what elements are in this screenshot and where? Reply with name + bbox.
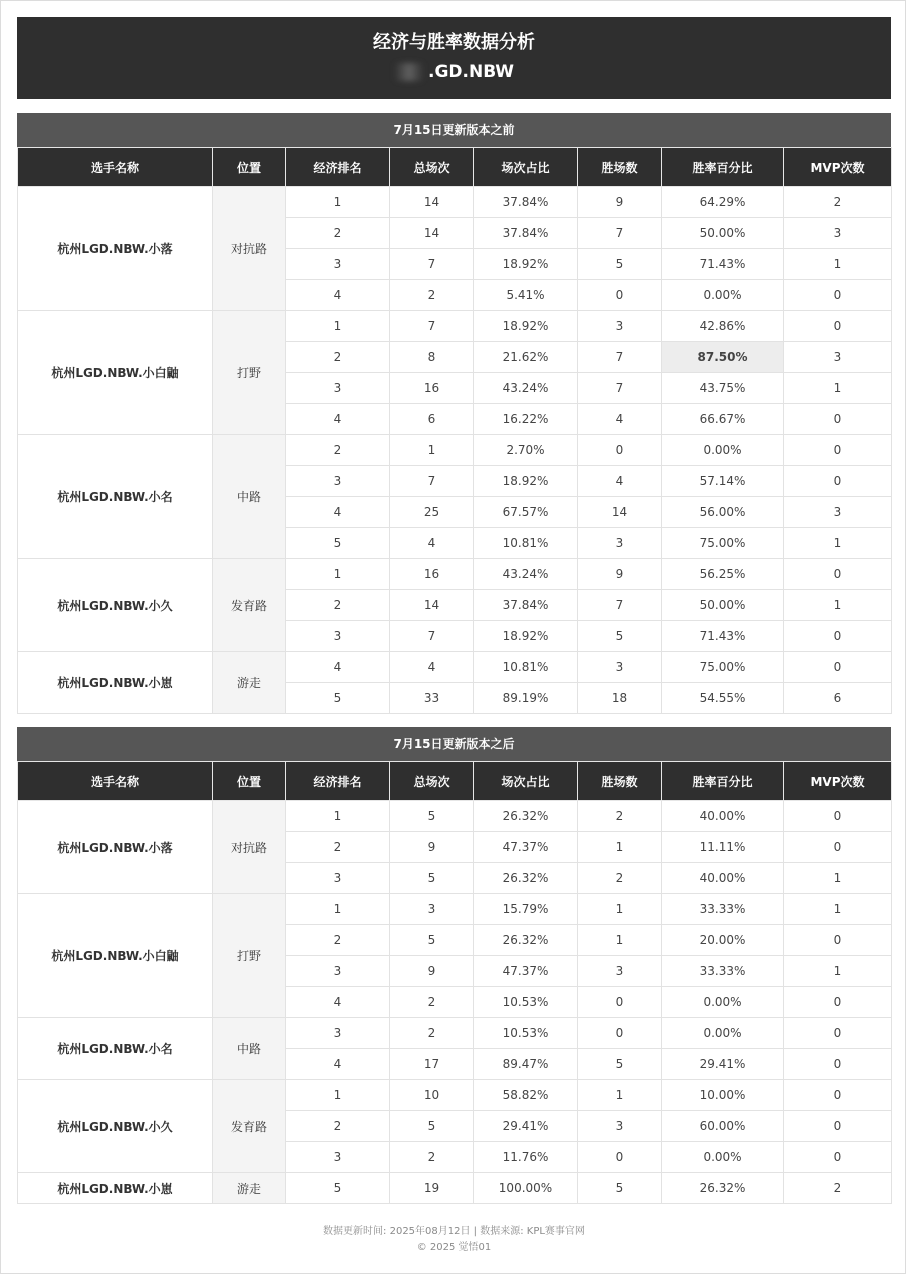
player-name-cell: 杭州LGD.NBW.小久: [18, 1080, 213, 1173]
column-header: 选手名称: [18, 762, 213, 801]
position-cell: 发育路: [213, 559, 286, 652]
mvp-cell: 0: [784, 435, 892, 466]
total-games-cell: 2: [390, 1142, 474, 1173]
winrate-cell: 40.00%: [662, 801, 784, 832]
rank-cell: 1: [286, 311, 390, 342]
share-cell: 37.84%: [474, 218, 578, 249]
footer-copyright: © 2025 觉悟01: [416, 1242, 492, 1253]
mvp-cell: 0: [784, 801, 892, 832]
position-cell: 中路: [213, 1018, 286, 1080]
winrate-cell: 56.25%: [662, 559, 784, 590]
wins-cell: 9: [578, 559, 662, 590]
player-name-cell: 杭州LGD.NBW.小落: [18, 801, 213, 894]
rank-cell: 4: [286, 1049, 390, 1080]
winrate-cell: 26.32%: [662, 1173, 784, 1204]
rank-cell: 5: [286, 528, 390, 559]
wins-cell: 0: [578, 435, 662, 466]
rank-cell: 2: [286, 218, 390, 249]
total-games-cell: 10: [390, 1080, 474, 1111]
total-games-cell: 7: [390, 621, 474, 652]
table-header-row: [18, 762, 892, 801]
mvp-cell: 0: [784, 925, 892, 956]
rank-cell: 4: [286, 404, 390, 435]
wins-cell: 1: [578, 925, 662, 956]
table-row: [18, 559, 892, 590]
column-header: 选手名称: [18, 148, 213, 187]
mvp-cell: 3: [784, 218, 892, 249]
winrate-cell: 60.00%: [662, 1111, 784, 1142]
share-cell: 2.70%: [474, 435, 578, 466]
winrate-cell: 71.43%: [662, 621, 784, 652]
mvp-cell: 2: [784, 187, 892, 218]
share-cell: 26.32%: [474, 863, 578, 894]
share-cell: 37.84%: [474, 590, 578, 621]
column-header: 胜场数: [578, 148, 662, 187]
wins-cell: 7: [578, 342, 662, 373]
share-cell: 26.32%: [474, 925, 578, 956]
wins-cell: 5: [578, 1173, 662, 1204]
share-cell: 10.81%: [474, 652, 578, 683]
player-name-cell: 杭州LGD.NBW.小崽: [18, 652, 213, 714]
share-cell: 11.76%: [474, 1142, 578, 1173]
column-header: 总场次: [390, 148, 474, 187]
winrate-cell: 50.00%: [662, 590, 784, 621]
winrate-cell: 0.00%: [662, 435, 784, 466]
winrate-cell: 10.00%: [662, 1080, 784, 1111]
table-row: [18, 1018, 892, 1049]
table-row: [18, 187, 892, 218]
column-header: 胜率百分比: [662, 148, 784, 187]
winrate-cell: 33.33%: [662, 894, 784, 925]
wins-cell: 3: [578, 1111, 662, 1142]
winrate-cell: 66.67%: [662, 404, 784, 435]
winrate-cell: 11.11%: [662, 832, 784, 863]
share-cell: 89.19%: [474, 683, 578, 714]
total-games-cell: 2: [390, 280, 474, 311]
share-cell: 58.82%: [474, 1080, 578, 1111]
winrate-cell: 71.43%: [662, 249, 784, 280]
wins-cell: 7: [578, 373, 662, 404]
rank-cell: 3: [286, 466, 390, 497]
winrate-cell: 0.00%: [662, 280, 784, 311]
winrate-cell: 29.41%: [662, 1049, 784, 1080]
mvp-cell: 0: [784, 311, 892, 342]
position-cell: 打野: [213, 894, 286, 1018]
share-cell: 18.92%: [474, 621, 578, 652]
team-name: .GD.NBW: [428, 62, 514, 82]
rank-cell: 4: [286, 987, 390, 1018]
column-header: 总场次: [390, 762, 474, 801]
total-games-cell: 2: [390, 987, 474, 1018]
mvp-cell: 0: [784, 559, 892, 590]
rank-cell: 1: [286, 559, 390, 590]
share-cell: 29.41%: [474, 1111, 578, 1142]
rank-cell: 5: [286, 683, 390, 714]
table-row: [18, 801, 892, 832]
total-games-cell: 7: [390, 249, 474, 280]
wins-cell: 0: [578, 280, 662, 311]
rank-cell: 3: [286, 863, 390, 894]
section-before-update: [17, 113, 891, 714]
share-cell: 16.22%: [474, 404, 578, 435]
wins-cell: 4: [578, 466, 662, 497]
total-games-cell: 5: [390, 925, 474, 956]
rank-cell: 2: [286, 832, 390, 863]
mvp-cell: 0: [784, 1018, 892, 1049]
wins-cell: 14: [578, 497, 662, 528]
mvp-cell: 2: [784, 1173, 892, 1204]
mvp-cell: 0: [784, 832, 892, 863]
total-games-cell: 5: [390, 801, 474, 832]
share-cell: 5.41%: [474, 280, 578, 311]
total-games-cell: 16: [390, 559, 474, 590]
column-header: 经济排名: [286, 762, 390, 801]
stats-table-before: [17, 147, 892, 714]
mvp-cell: 0: [784, 621, 892, 652]
mvp-cell: 0: [784, 1142, 892, 1173]
mvp-cell: 0: [784, 1080, 892, 1111]
mvp-cell: 0: [784, 280, 892, 311]
wins-cell: 1: [578, 894, 662, 925]
page-title: 经济与胜率数据分析: [373, 32, 535, 53]
rank-cell: 2: [286, 342, 390, 373]
share-cell: 43.24%: [474, 559, 578, 590]
total-games-cell: 7: [390, 311, 474, 342]
table-row: [18, 652, 892, 683]
winrate-cell: 75.00%: [662, 652, 784, 683]
section-title: 7月15日更新版本之后: [17, 727, 891, 761]
winrate-cell: 64.29%: [662, 187, 784, 218]
table-row: [18, 1080, 892, 1111]
rank-cell: 3: [286, 1142, 390, 1173]
winrate-cell: 0.00%: [662, 1018, 784, 1049]
column-header: 位置: [213, 762, 286, 801]
table-header-row: [18, 148, 892, 187]
total-games-cell: 19: [390, 1173, 474, 1204]
wins-cell: 5: [578, 621, 662, 652]
rank-cell: 2: [286, 1111, 390, 1142]
mvp-cell: 0: [784, 1049, 892, 1080]
position-cell: 打野: [213, 311, 286, 435]
footer-update-info: 数据更新时间: 2025年08月12日 | 数据来源: KPL赛事官网: [323, 1226, 585, 1237]
winrate-cell: 42.86%: [662, 311, 784, 342]
share-cell: 18.92%: [474, 311, 578, 342]
wins-cell: 1: [578, 832, 662, 863]
wins-cell: 3: [578, 528, 662, 559]
rank-cell: 2: [286, 925, 390, 956]
mvp-cell: 1: [784, 863, 892, 894]
rank-cell: 4: [286, 652, 390, 683]
total-games-cell: 5: [390, 1111, 474, 1142]
player-name-cell: 杭州LGD.NBW.小久: [18, 559, 213, 652]
share-cell: 67.57%: [474, 497, 578, 528]
total-games-cell: 4: [390, 528, 474, 559]
rank-cell: 3: [286, 621, 390, 652]
table-row: [18, 311, 892, 342]
share-cell: 10.81%: [474, 528, 578, 559]
total-games-cell: 14: [390, 218, 474, 249]
column-header: 位置: [213, 148, 286, 187]
wins-cell: 3: [578, 956, 662, 987]
winrate-cell: 56.00%: [662, 497, 784, 528]
table-row: [18, 1173, 892, 1204]
column-header: 场次占比: [474, 762, 578, 801]
rank-cell: 1: [286, 1080, 390, 1111]
total-games-cell: 7: [390, 466, 474, 497]
column-header: MVP次数: [784, 148, 892, 187]
team-subtitle: [17, 59, 891, 85]
winrate-cell: 87.50%: [662, 342, 784, 373]
mvp-cell: 1: [784, 590, 892, 621]
column-header: 场次占比: [474, 148, 578, 187]
total-games-cell: 25: [390, 497, 474, 528]
wins-cell: 2: [578, 863, 662, 894]
total-games-cell: 9: [390, 832, 474, 863]
winrate-cell: 50.00%: [662, 218, 784, 249]
total-games-cell: 1: [390, 435, 474, 466]
total-games-cell: 9: [390, 956, 474, 987]
rank-cell: 1: [286, 894, 390, 925]
share-cell: 100.00%: [474, 1173, 578, 1204]
wins-cell: 7: [578, 218, 662, 249]
position-cell: 游走: [213, 652, 286, 714]
wins-cell: 0: [578, 987, 662, 1018]
position-cell: 发育路: [213, 1080, 286, 1173]
table-row: [18, 894, 892, 925]
total-games-cell: 2: [390, 1018, 474, 1049]
player-name-cell: 杭州LGD.NBW.小名: [18, 435, 213, 559]
share-cell: 47.37%: [474, 956, 578, 987]
position-cell: 游走: [213, 1173, 286, 1204]
rank-cell: 4: [286, 497, 390, 528]
rank-cell: 3: [286, 249, 390, 280]
wins-cell: 0: [578, 1018, 662, 1049]
player-name-cell: 杭州LGD.NBW.小白鼬: [18, 894, 213, 1018]
mvp-cell: 0: [784, 404, 892, 435]
page-header: [17, 17, 891, 99]
mvp-cell: 0: [784, 987, 892, 1018]
mvp-cell: 1: [784, 249, 892, 280]
stats-table-after: [17, 761, 892, 1204]
player-name-cell: 杭州LGD.NBW.小白鼬: [18, 311, 213, 435]
player-name-cell: 杭州LGD.NBW.小崽: [18, 1173, 213, 1204]
total-games-cell: 17: [390, 1049, 474, 1080]
section-after-update: [17, 727, 891, 1204]
wins-cell: 5: [578, 249, 662, 280]
page-footer: [1, 1224, 906, 1256]
wins-cell: 5: [578, 1049, 662, 1080]
share-cell: 89.47%: [474, 1049, 578, 1080]
player-name-cell: 杭州LGD.NBW.小落: [18, 187, 213, 311]
rank-cell: 1: [286, 187, 390, 218]
total-games-cell: 14: [390, 187, 474, 218]
winrate-cell: 43.75%: [662, 373, 784, 404]
blurred-logo: [394, 63, 424, 81]
share-cell: 21.62%: [474, 342, 578, 373]
mvp-cell: 6: [784, 683, 892, 714]
mvp-cell: 0: [784, 1111, 892, 1142]
share-cell: 18.92%: [474, 249, 578, 280]
winrate-cell: 40.00%: [662, 863, 784, 894]
total-games-cell: 5: [390, 863, 474, 894]
rank-cell: 4: [286, 280, 390, 311]
winrate-cell: 75.00%: [662, 528, 784, 559]
share-cell: 15.79%: [474, 894, 578, 925]
mvp-cell: 3: [784, 342, 892, 373]
total-games-cell: 6: [390, 404, 474, 435]
column-header: 经济排名: [286, 148, 390, 187]
mvp-cell: 0: [784, 466, 892, 497]
winrate-cell: 0.00%: [662, 987, 784, 1018]
total-games-cell: 4: [390, 652, 474, 683]
rank-cell: 2: [286, 435, 390, 466]
share-cell: 26.32%: [474, 801, 578, 832]
total-games-cell: 16: [390, 373, 474, 404]
position-cell: 对抗路: [213, 187, 286, 311]
rank-cell: 5: [286, 1173, 390, 1204]
winrate-cell: 20.00%: [662, 925, 784, 956]
share-cell: 18.92%: [474, 466, 578, 497]
share-cell: 10.53%: [474, 987, 578, 1018]
position-cell: 中路: [213, 435, 286, 559]
wins-cell: 3: [578, 311, 662, 342]
rank-cell: 2: [286, 590, 390, 621]
winrate-cell: 54.55%: [662, 683, 784, 714]
column-header: MVP次数: [784, 762, 892, 801]
position-cell: 对抗路: [213, 801, 286, 894]
wins-cell: 7: [578, 590, 662, 621]
column-header: 胜场数: [578, 762, 662, 801]
total-games-cell: 8: [390, 342, 474, 373]
mvp-cell: 1: [784, 956, 892, 987]
total-games-cell: 33: [390, 683, 474, 714]
total-games-cell: 3: [390, 894, 474, 925]
mvp-cell: 3: [784, 497, 892, 528]
share-cell: 47.37%: [474, 832, 578, 863]
winrate-cell: 0.00%: [662, 1142, 784, 1173]
wins-cell: 1: [578, 1080, 662, 1111]
wins-cell: 18: [578, 683, 662, 714]
section-title: 7月15日更新版本之前: [17, 113, 891, 147]
wins-cell: 0: [578, 1142, 662, 1173]
column-header: 胜率百分比: [662, 762, 784, 801]
winrate-cell: 57.14%: [662, 466, 784, 497]
player-name-cell: 杭州LGD.NBW.小名: [18, 1018, 213, 1080]
rank-cell: 3: [286, 956, 390, 987]
table-row: [18, 435, 892, 466]
share-cell: 37.84%: [474, 187, 578, 218]
mvp-cell: 1: [784, 528, 892, 559]
wins-cell: 2: [578, 801, 662, 832]
wins-cell: 4: [578, 404, 662, 435]
rank-cell: 3: [286, 373, 390, 404]
share-cell: 10.53%: [474, 1018, 578, 1049]
mvp-cell: 1: [784, 373, 892, 404]
wins-cell: 3: [578, 652, 662, 683]
winrate-cell: 33.33%: [662, 956, 784, 987]
mvp-cell: 1: [784, 894, 892, 925]
mvp-cell: 0: [784, 652, 892, 683]
share-cell: 43.24%: [474, 373, 578, 404]
total-games-cell: 14: [390, 590, 474, 621]
rank-cell: 1: [286, 801, 390, 832]
rank-cell: 3: [286, 1018, 390, 1049]
wins-cell: 9: [578, 187, 662, 218]
